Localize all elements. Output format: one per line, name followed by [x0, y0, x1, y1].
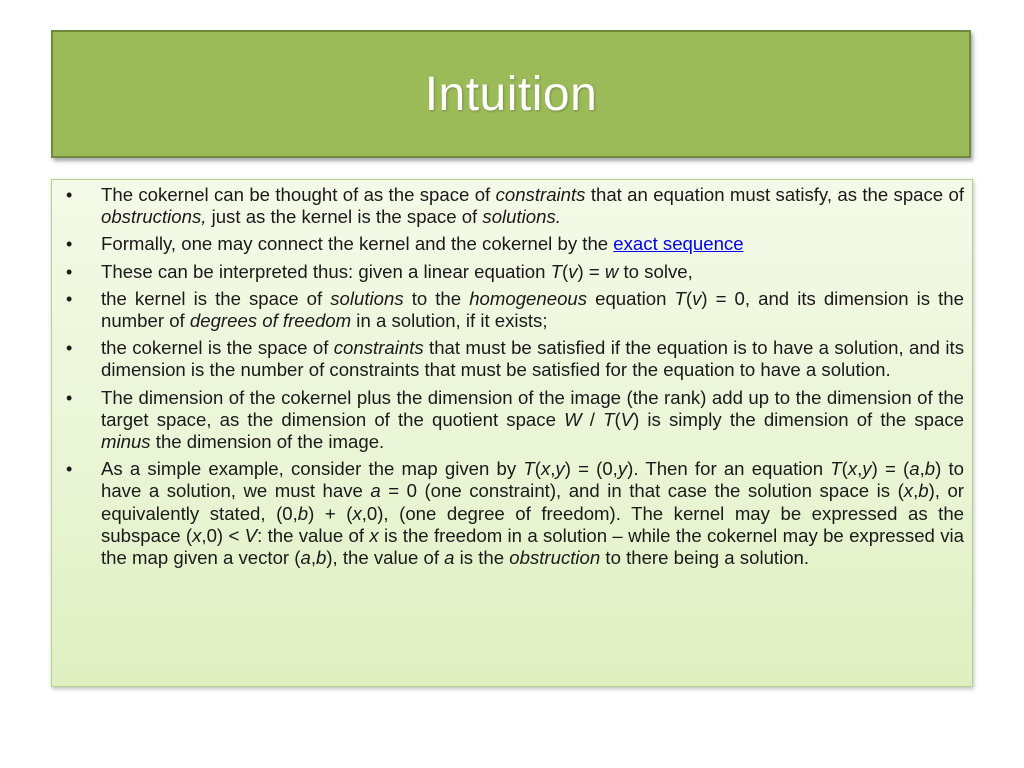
bullet-glyph: •	[66, 234, 73, 255]
bullet-glyph: •	[66, 387, 73, 408]
bullet-item-5: • the cokernel is the space of constraints that must be satisfied if the equation is to have a solution, and its dimension is the number of constraints that must be satisfied for the equation to have a solution.	[66, 337, 964, 381]
bullet-glyph: •	[66, 459, 73, 480]
bullet-item-2: • Formally, one may connect the kernel and the cokernel by the exact sequence	[66, 233, 744, 255]
bullet-glyph: •	[66, 261, 73, 282]
bullet-glyph: •	[66, 185, 73, 205]
content-panel	[51, 179, 973, 687]
bullet-item-6: • The dimension of the cokernel plus the dimension of the image (the rank) add up to the dimension of the target space, as the dimension of the quotient space W / T(V) is simply the dimension of the space minus the dimension of the image.	[66, 386, 964, 453]
bullet-list	[62, 184, 964, 569]
bullet-item-1: • The cokernel can be thought of as the space of constraints that an equation must satisfy, as the space of obstructions, just as the kernel is the space of solutions.	[66, 184, 964, 228]
exact-sequence-link[interactable]: exact sequence	[613, 233, 744, 255]
bullet-item-4: • the kernel is the space of solutions to the homogeneous equation T(v) = 0, and its dimension is the number of degrees of freedom in a solution, if it exists;	[66, 287, 964, 332]
bullet-item-7: • As a simple example, consider the map given by T(x,y) = (0,y). Then for an equation T(x,y) = (a,b) to have a solution, we must have a = 0 (one constraint), and in that case the solution space is (x,b), or equivalently stated, (0,b) + (x,0), (one degree of freedom). The kernel may be expressed as the subspace (x,0) < V: the value of x is the freedom in a solution – while the cokernel may be expressed via the map given a vector (a,b), the value of a is the obstruction to there being a solution.	[66, 458, 965, 569]
title-banner	[51, 30, 971, 158]
slide-title: Intuition	[424, 67, 598, 121]
bullet-glyph: •	[66, 288, 73, 309]
bullet-glyph: •	[66, 338, 73, 359]
bullet-item-3: • These can be interpreted thus: given a linear equation T(v) = w to solve,	[66, 260, 693, 282]
